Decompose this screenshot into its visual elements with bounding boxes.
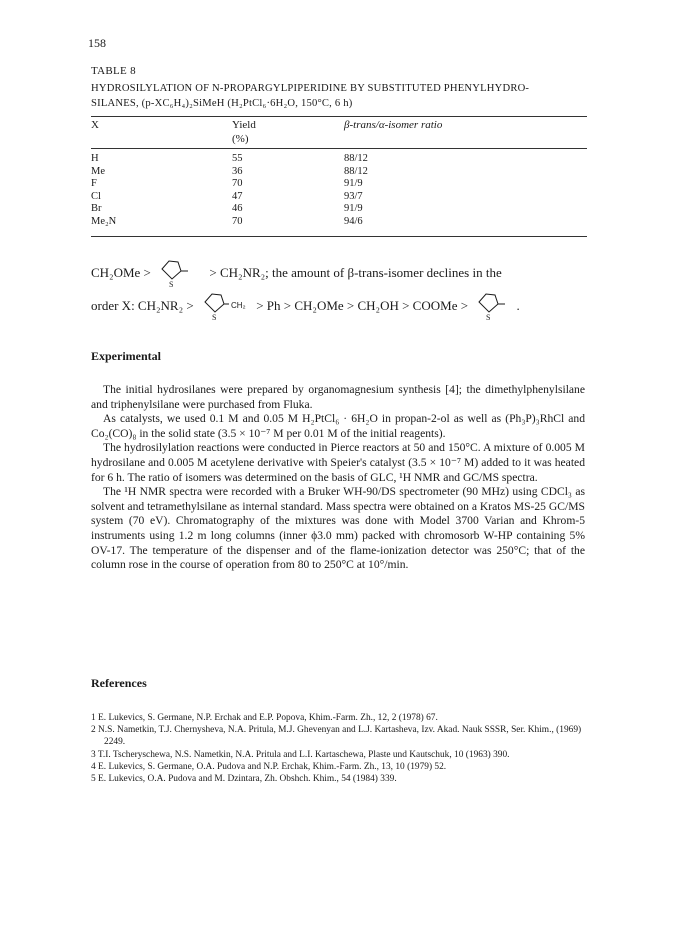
table-cell-x: Br	[91, 203, 102, 214]
table-header-yield: Yield	[232, 119, 256, 131]
table-header-rule	[91, 148, 587, 149]
thiophene-ring	[197, 292, 253, 322]
experimental-heading: Experimental	[91, 349, 161, 363]
table-header-ratio: β-trans/α-isomer ratio	[344, 119, 443, 131]
reference-item: 5 E. Lukevics, O.A. Pudova and M. Dzintara, Zh. Obshch. Khim., 54 (1984) 339.	[91, 774, 397, 785]
reference-item: 2 N.S. Nametkin, T.J. Chernysheva, N.A. Pritula, M.J. Ghevenyan and L.J. Kartasheva, Izv. Akad. Nauk SSSR, Ser. Khim., (1969) 2249.	[91, 725, 582, 748]
thiophene-ring	[471, 292, 513, 322]
table-bottom-rule	[91, 236, 587, 237]
references-heading: References	[91, 676, 147, 690]
table-top-rule	[91, 116, 587, 117]
table-cell-ratio: 88/12	[344, 153, 368, 164]
series-line-1	[91, 259, 585, 289]
experimental-paragraph: The hydrosilylation reactions were conducted in Pierce reactors at 50 and 150°C. A mixture of 0.005 M hydrosilane and 0.005 M acetylene derivative with Speier's catalyst (3.5 × 10⁻⁷ M) added to it was heated for 6 h. The ratio of isomers was determined on the basis of GLC, ¹H NMR and GC/MS spectra.	[91, 441, 585, 484]
series-2-middle: > Ph > CH₂OMe > CH₂OH > COOMe >	[256, 297, 469, 313]
table-cell-x: Cl	[91, 190, 101, 202]
reference-item: 3 T.I. Tscheryschewa, N.S. Nametkin, N.A. Pritula and L.I. Kartaschewa, Plaste und Kautschuk, 10 (1963) 390.	[91, 749, 510, 760]
ch2-linker-label: CH₂	[230, 301, 246, 310]
table-cell-ratio: 91/9	[344, 203, 363, 214]
table-caption-line-1: HYDROSILYLATION OF N-PROPARGYLPIPERIDINE BY SUBSTITUTED PHENYLHYDRO-	[91, 83, 530, 94]
table-caption-line-2: SILANES, (p-XC₆H₄)₂SiMeH (H₂PtCl₆·6H₂O, 150°C, 6 h)	[91, 98, 353, 109]
series-2-start: order X: CH₂NR₂ >	[91, 297, 194, 313]
experimental-paragraph: The ¹H NMR spectra were recorded with a Bruker WH-90/DS spectrometer (90 MHz) using CDCl₃ as solvent and tetramethylsilane as internal standard. Mass spectra were obtained on a Kratos MS-25 GC/MS system (70 eV). Chromatography of the mixtures was done with Model 3700 Varian and Khrom-5 instruments using 1.2 m long columns (inner ϕ3.0 mm) packed with chromosorb W-HP containing 5% OV-17. The temperature of the dispenser and of the flame-ionization detector was 250°C; that of the column rose in the course of operation from 80 to 250°C at 10°/min.	[91, 485, 585, 572]
references-list	[91, 712, 585, 785]
table-cell-ratio: 88/12	[344, 165, 368, 177]
table-header-x: X	[91, 119, 99, 131]
table-cell-yield: 55	[232, 153, 243, 164]
table-cell-yield: 47	[232, 190, 243, 202]
table-cell-ratio: 93/7	[344, 190, 363, 202]
table-cell-yield: 36	[232, 165, 243, 177]
table-caption	[91, 81, 589, 111]
table-cell-yield: 46	[232, 203, 243, 214]
table-cell-x: Me₂N	[91, 215, 117, 227]
table-cell-ratio: 91/9	[344, 178, 363, 189]
table-cell-x: H	[91, 153, 99, 164]
reference-item: 4 E. Lukevics, S. Germane, O.A. Pudova and N.P. Erchak, Khim.-Farm. Zh., 13, 10 (1979) 52.	[91, 761, 447, 772]
table-cell-x: F	[91, 178, 97, 189]
reference-item: 1 E. Lukevics, S. Germane, N.P. Erchak and E.P. Popova, Khim.-Farm. Zh., 12, 2 (1978) 67.	[91, 713, 438, 723]
table-cell-yield: 70	[232, 215, 243, 227]
experimental-paragraph: The initial hydrosilanes were prepared by organomagnesium synthesis [4]; the dimethylphenylsilane and triphenylsilane were purchased from Fluka.	[91, 383, 585, 411]
series-2-end: .	[516, 297, 520, 313]
series-line-2	[91, 292, 585, 322]
experimental-body	[91, 383, 585, 573]
page-number: 158	[88, 36, 106, 50]
table-header-yield-unit: (%)	[232, 133, 249, 145]
series-1-left: CH₂OMe >	[91, 264, 151, 280]
thiophene-sulfur-label: S	[211, 313, 217, 322]
table-cell-ratio: 94/6	[344, 215, 363, 227]
thiophene-ring	[154, 259, 206, 289]
thiophene-sulfur-label: S	[486, 313, 491, 322]
series-1-right: > CH₂NR₂; the amount of β-trans-isomer declines in the	[209, 264, 502, 280]
table-label: TABLE 8	[91, 65, 136, 77]
table-cell-yield: 70	[232, 178, 243, 189]
experimental-paragraph: As catalysts, we used 0.1 M and 0.05 M H₂PtCl₆ · 6H₂O in propan-2-ol as well as (Ph₃P)₃RhCl and Co₂(CO)₈ in the solid state (3.5 × 10⁻⁷ M per 0.01 M of the initial reagents).	[91, 412, 585, 440]
table-cell-x: Me	[91, 165, 105, 177]
thiophene-sulfur-label: S	[169, 280, 174, 289]
